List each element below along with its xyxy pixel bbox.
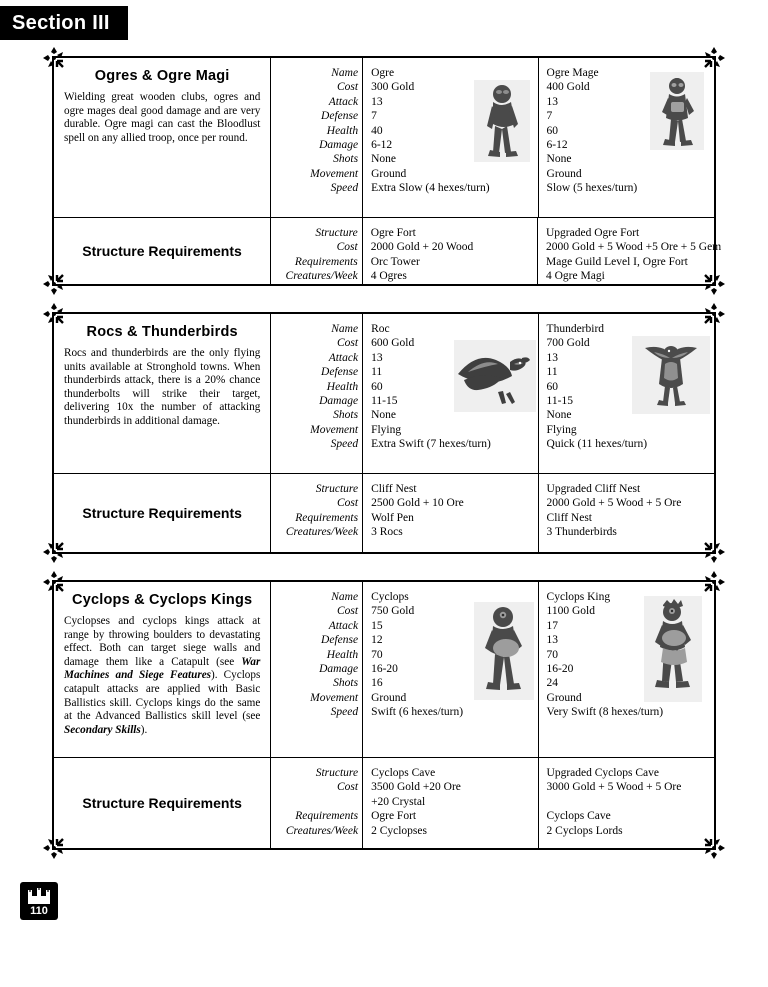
- creature-description: Cyclopses and cyclops kings attack at range by throwing boulders to devastating effect. Both can target siege walls and damage them like a Catapult (see War Machines and Siege Features). Cyclops catapult attacks are applied with Basic Ballistics skill. Cyclops kings do the same at the Advanced Ballistics skill level (see Secondary Skills).: [64, 615, 261, 736]
- stat-value: 11-15: [371, 395, 398, 408]
- structure-label: Requirements: [295, 511, 359, 524]
- stat-label: Cost: [336, 605, 359, 618]
- stat-value: 16: [371, 677, 383, 690]
- structure-label: Cost: [336, 497, 359, 510]
- stat-label: Name: [331, 323, 359, 335]
- structure-column-upgraded: [538, 218, 722, 284]
- stat-label-column: [271, 582, 363, 757]
- structure-value: 2 Cyclops Lords: [546, 824, 623, 837]
- creature-column-ogre: [363, 58, 538, 217]
- stat-value: Swift (6 hexes/turn): [371, 706, 464, 719]
- creature-block-title: Rocs & Thunderbirds: [86, 324, 238, 340]
- structure-value: 2500 Gold + 10 Ore: [371, 497, 464, 510]
- stat-value: None: [371, 153, 396, 166]
- structure-value: 3000 Gold + 5 Wood + 5 Ore: [546, 781, 682, 794]
- stat-value: 70: [546, 648, 559, 661]
- structure-value: 3 Rocs: [371, 526, 403, 539]
- creature-description-cell: [54, 314, 271, 473]
- stat-value: 600 Gold: [371, 337, 415, 350]
- stat-label: Name: [331, 591, 359, 603]
- structure-label: Creatures/Week: [285, 824, 359, 837]
- stat-value: Flying: [546, 423, 577, 436]
- structure-value: Cliff Nest: [371, 483, 417, 495]
- cyclops-king-art: [644, 596, 702, 702]
- page-marker: [20, 882, 58, 920]
- creature-stats-row: [54, 314, 714, 474]
- stat-label: Speed: [330, 182, 359, 195]
- structure-label: Structure: [315, 227, 358, 239]
- stat-label: Attack: [328, 619, 359, 632]
- stat-value: 300 Gold: [371, 81, 415, 94]
- creature-description-cell: [54, 58, 271, 217]
- structure-value: 2000 Gold + 5 Wood + 5 Ore: [546, 497, 682, 510]
- creature-column-roc: [363, 314, 538, 473]
- stat-value: 60: [546, 380, 559, 393]
- structure-value: 2 Cyclopses: [371, 824, 427, 837]
- creature-stats-row: [54, 58, 714, 218]
- stat-value: None: [371, 409, 396, 422]
- structure-value: Upgraded Cliff Nest: [546, 483, 641, 495]
- stat-value: 700 Gold: [546, 337, 590, 350]
- structure-value: +20 Crystal: [371, 795, 426, 808]
- structure-requirements-row: [54, 218, 722, 284]
- stat-value: 13: [371, 351, 383, 364]
- stat-label-column: [271, 314, 363, 473]
- castle-icon: [27, 887, 51, 905]
- stat-value: Ground: [546, 691, 582, 704]
- structure-requirements-row: [54, 758, 714, 848]
- stat-value: 40: [371, 124, 383, 137]
- stat-value: Extra Slow (4 hexes/turn): [371, 182, 490, 195]
- stat-label: Cost: [336, 337, 359, 350]
- stat-label: Speed: [330, 438, 359, 451]
- creature-description-cell: [54, 582, 271, 757]
- stat-value: 11: [371, 366, 383, 379]
- structure-value: Mage Guild Level I, Ogre Fort: [546, 255, 688, 268]
- stat-value: 60: [371, 380, 383, 393]
- creature-column-ogre-mage: [539, 58, 714, 217]
- creature-block-rocs: [52, 312, 716, 554]
- page-number: 110: [30, 905, 48, 917]
- stat-value: Extra Swift (7 hexes/turn): [371, 438, 491, 451]
- stat-label: Attack: [328, 95, 359, 108]
- structure-label: Requirements: [294, 255, 358, 268]
- stat-label: Health: [326, 648, 359, 661]
- structure-column-upgraded: [539, 758, 714, 848]
- stat-label: Defense: [321, 110, 359, 123]
- thunderbird-art: [632, 336, 710, 414]
- stat-value: 13: [371, 95, 383, 108]
- creature-column-thunderbird: [539, 314, 714, 473]
- stat-label: Movement: [310, 167, 359, 180]
- structure-label-spacer: [277, 795, 358, 809]
- stat-value: 11-15: [546, 395, 573, 408]
- stat-value: 13: [546, 351, 559, 364]
- stat-value: 15: [371, 619, 383, 632]
- stat-value: 24: [546, 677, 559, 690]
- stat-label: Movement: [310, 423, 359, 436]
- cyclops-art: [474, 602, 534, 700]
- stat-label: Name: [331, 67, 359, 79]
- stat-label: Damage: [319, 395, 359, 408]
- structure-label-column: [271, 218, 363, 284]
- stat-value: Roc: [371, 323, 390, 335]
- ogre-mage-art: [650, 72, 704, 150]
- structure-value: Orc Tower: [370, 255, 420, 268]
- stat-value: Flying: [371, 423, 402, 436]
- structure-label: Cost: [336, 241, 358, 254]
- stat-label: Movement: [310, 691, 359, 704]
- structure-requirements-title: Structure Requirements: [82, 795, 242, 811]
- stat-label: Defense: [321, 634, 359, 647]
- structure-label: Creatures/Week: [285, 526, 359, 539]
- stat-value: None: [546, 409, 572, 422]
- structure-value: Cliff Nest: [546, 511, 592, 524]
- stat-value: Ogre Mage: [546, 67, 599, 79]
- structure-label: Creatures/Week: [285, 270, 358, 283]
- structure-value: 2000 Gold + 20 Wood: [370, 241, 474, 254]
- stat-label: Attack: [328, 351, 359, 364]
- stat-value: Cyclops King: [546, 591, 611, 603]
- structure-column-base: [363, 758, 538, 848]
- stat-value: None: [546, 153, 572, 166]
- stat-label: Defense: [321, 366, 359, 379]
- creature-block-cyclops: [52, 580, 716, 850]
- stat-value: 12: [371, 634, 383, 647]
- stat-value: 16-20: [546, 663, 574, 676]
- stat-value: 70: [371, 648, 383, 661]
- structure-value: Upgraded Ogre Fort: [546, 227, 640, 239]
- stat-value: 17: [546, 619, 559, 632]
- stat-value: 6-12: [371, 139, 393, 152]
- stat-value: 13: [546, 634, 559, 647]
- structure-label: Structure: [315, 483, 359, 495]
- structure-title-cell: [54, 218, 271, 284]
- stat-label: Damage: [319, 663, 359, 676]
- structure-value: Upgraded Cyclops Cave: [546, 767, 659, 779]
- structure-value: Wolf Pen: [371, 511, 414, 524]
- stat-value: 16-20: [371, 663, 398, 676]
- stat-value: Cyclops: [371, 591, 409, 603]
- creature-block-ogres: [52, 56, 722, 286]
- structure-requirements-title: Structure Requirements: [82, 243, 242, 259]
- stat-label-column: [271, 58, 363, 217]
- creature-description: Wielding great wooden clubs, ogres and ogre mages deal good damage and are very durable. Ogre magi can cast the Bloodlust spell on any allied troop, once per round.: [64, 91, 261, 144]
- structure-value: Ogre Fort: [370, 227, 416, 239]
- stat-value: Quick (11 hexes/turn): [546, 438, 648, 451]
- creature-block-title: Ogres & Ogre Magi: [94, 68, 230, 84]
- structure-label: Requirements: [295, 810, 359, 823]
- stat-label: Cost: [336, 81, 359, 94]
- structure-requirements-row: [54, 474, 714, 552]
- stat-value: Slow (5 hexes/turn): [546, 182, 638, 195]
- stat-value: 1100 Gold: [546, 605, 595, 618]
- stat-label: Shots: [333, 409, 359, 422]
- section-header-label: Section III: [12, 11, 110, 34]
- creature-description: Rocs and thunderbirds are the only flying units available at Stronghold towns. When thunderbirds attack, there is a 20% chance thunderbolts will strike their target, delivering 10x the number of attacking thunderbirds in additional damage.: [64, 347, 261, 427]
- structure-label-column: [271, 474, 363, 552]
- structure-value: 4 Ogres: [370, 270, 407, 283]
- stat-value: 400 Gold: [546, 81, 590, 94]
- creature-column-cyclops: [363, 582, 538, 757]
- structure-value: Cyclops Cave: [546, 810, 611, 823]
- stat-value: Ground: [371, 167, 407, 180]
- structure-requirements-title: Structure Requirements: [82, 505, 242, 521]
- stat-value: Thunderbird: [546, 323, 605, 335]
- structure-value-spacer: [547, 795, 708, 809]
- structure-column-upgraded: [539, 474, 714, 552]
- structure-label: Structure: [315, 767, 359, 779]
- roc-art: [454, 340, 536, 412]
- stat-value: Ogre: [371, 67, 395, 79]
- ogre-art: [474, 80, 530, 162]
- stat-value: 11: [546, 366, 558, 379]
- stat-label: Damage: [319, 139, 359, 152]
- stat-label: Speed: [330, 706, 359, 719]
- stat-label: Shots: [333, 153, 359, 166]
- stat-value: 60: [546, 124, 559, 137]
- stat-label: Health: [326, 124, 359, 137]
- creature-block-title: Cyclops & Cyclops Kings: [72, 592, 253, 608]
- stat-value: 750 Gold: [371, 605, 415, 618]
- stat-value: Ground: [546, 167, 582, 180]
- stat-value: Ground: [371, 691, 407, 704]
- stat-label: Health: [326, 380, 359, 393]
- structure-value: Cyclops Cave: [371, 767, 436, 779]
- structure-column-base: [363, 218, 538, 284]
- structure-title-cell: [54, 474, 271, 552]
- stat-value: 7: [371, 110, 377, 123]
- structure-column-base: [363, 474, 538, 552]
- stat-value: 6-12: [546, 139, 568, 152]
- creature-column-cyclops-king: [539, 582, 714, 757]
- structure-value: 2000 Gold + 5 Wood +5 Ore + 5 Gem: [546, 241, 722, 254]
- creature-stats-row: [54, 582, 714, 758]
- structure-value: Ogre Fort: [371, 810, 417, 823]
- structure-value: 3500 Gold +20 Ore: [371, 781, 461, 794]
- stat-label: Shots: [333, 677, 359, 690]
- structure-title-cell: [54, 758, 271, 848]
- structure-label: Cost: [336, 781, 359, 794]
- structure-label-column: [271, 758, 363, 848]
- structure-value: 4 Ogre Magi: [546, 270, 605, 283]
- section-header: [0, 6, 128, 40]
- stat-value: Very Swift (8 hexes/turn): [546, 706, 664, 719]
- stat-value: 7: [546, 110, 553, 123]
- stat-value: 13: [546, 95, 559, 108]
- structure-value: 3 Thunderbirds: [546, 526, 617, 539]
